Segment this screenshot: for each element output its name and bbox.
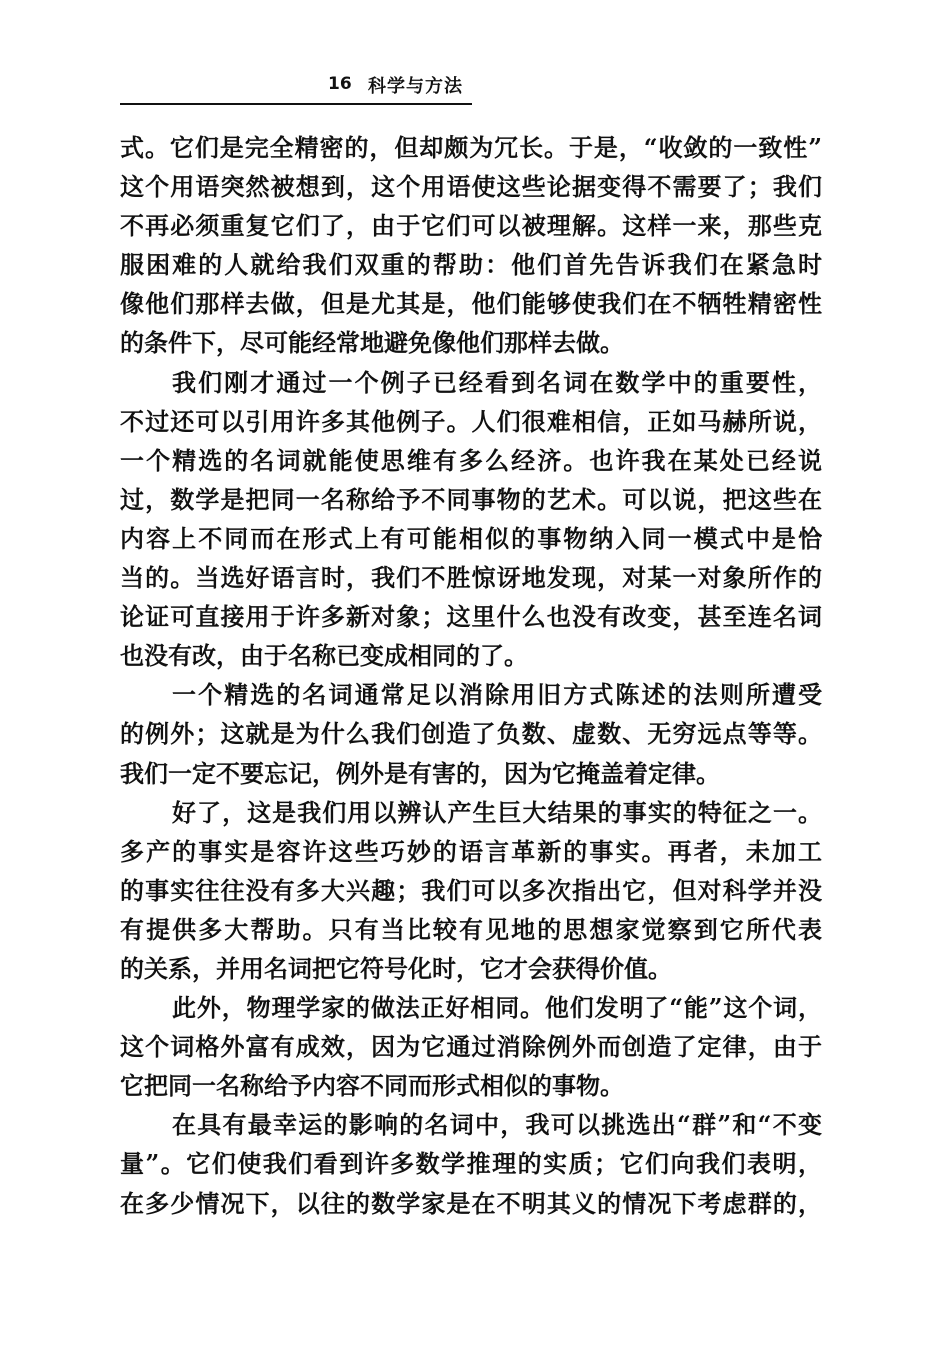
text-line: 过，数学是把同一名称给予不同事物的艺术。可以说，把这些在 [120, 484, 822, 514]
text-line: 的条件下，尽可能经常地避免像他们那样去做。 [120, 328, 624, 358]
paragraph-first-line: 一个精选的名词通常足以消除用旧方式陈述的法则所遭受 [172, 680, 822, 710]
body-text [120, 128, 822, 1223]
paragraph-first-line: 好了，这是我们用以辨认产生巨大结果的事实的特征之一。 [172, 797, 822, 827]
text-line: 一个精选的名词就能使思维有多么经济。也许我在某处已经说 [120, 445, 822, 475]
header-rule [120, 103, 472, 105]
page-header [120, 72, 820, 102]
text-line: 的事实往往没有多大兴趣；我们可以多次指出它，但对科学并没 [120, 875, 822, 905]
text-line: 的关系，并用名词把它符号化时，它才会获得价值。 [120, 953, 672, 983]
text-line: 的例外；这就是为什么我们创造了负数、虚数、无穷远点等等。 [120, 719, 822, 749]
paragraph-first-line: 在具有最幸运的影响的名词中，我可以挑选出“群”和“不变 [172, 1110, 822, 1140]
text-line: 在多少情况下，以往的数学家是在不明其义的情况下考虑群的， [120, 1188, 822, 1218]
text-line: 有提供多大帮助。只有当比较有见地的思想家觉察到它所代表 [120, 914, 822, 944]
text-line: 它把同一名称给予内容不同而形式相似的事物。 [120, 1071, 624, 1101]
text-line: 服困难的人就给我们双重的帮助：他们首先告诉我们在紧急时 [120, 250, 822, 280]
paragraph-first-line: 我们刚才通过一个例子已经看到名词在数学中的重要性， [172, 367, 822, 397]
text-line: 也没有改，由于名称已变成相同的了。 [120, 641, 528, 671]
text-line: 内容上不同而在形式上有可能相似的事物纳入同一模式中是恰 [120, 523, 822, 553]
text-line: 这个词格外富有成效，因为它通过消除例外而创造了定律，由于 [120, 1032, 822, 1062]
book-title: 科学与方法 [368, 76, 463, 97]
text-line: 式。它们是完全精密的，但却颇为冗长。于是，“收敛的一致性” [120, 133, 822, 162]
text-line: 不再必须重复它们了，由于它们可以被理解。这样一来，那些克 [120, 211, 822, 241]
text-line: 像他们那样去做，但是尤其是，他们能够使我们在不牺牲精密性 [120, 289, 822, 319]
page-number: 16 [328, 74, 352, 94]
paragraph-first-line: 此外，物理学家的做法正好相同。他们发明了“能”这个词， [172, 993, 822, 1023]
text-line: 这个用语突然被想到，这个用语使这些论据变得不需要了；我们 [120, 172, 822, 202]
text-line: 论证可直接用于许多新对象；这里什么也没有改变，甚至连名词 [120, 602, 822, 632]
text-line: 当的。当选好语言时，我们不胜惊讶地发现，对某一对象所作的 [120, 563, 822, 593]
text-line: 多产的事实是容许这些巧妙的语言革新的事实。再者，未加工 [120, 836, 822, 866]
text-line: 不过还可以引用许多其他例子。人们很难相信，正如马赫所说， [120, 406, 822, 436]
text-line: 量”。它们使我们看到许多数学推理的实质；它们向我们表明， [120, 1149, 822, 1179]
text-line: 我们一定不要忘记，例外是有害的，因为它掩盖着定律。 [120, 758, 720, 788]
